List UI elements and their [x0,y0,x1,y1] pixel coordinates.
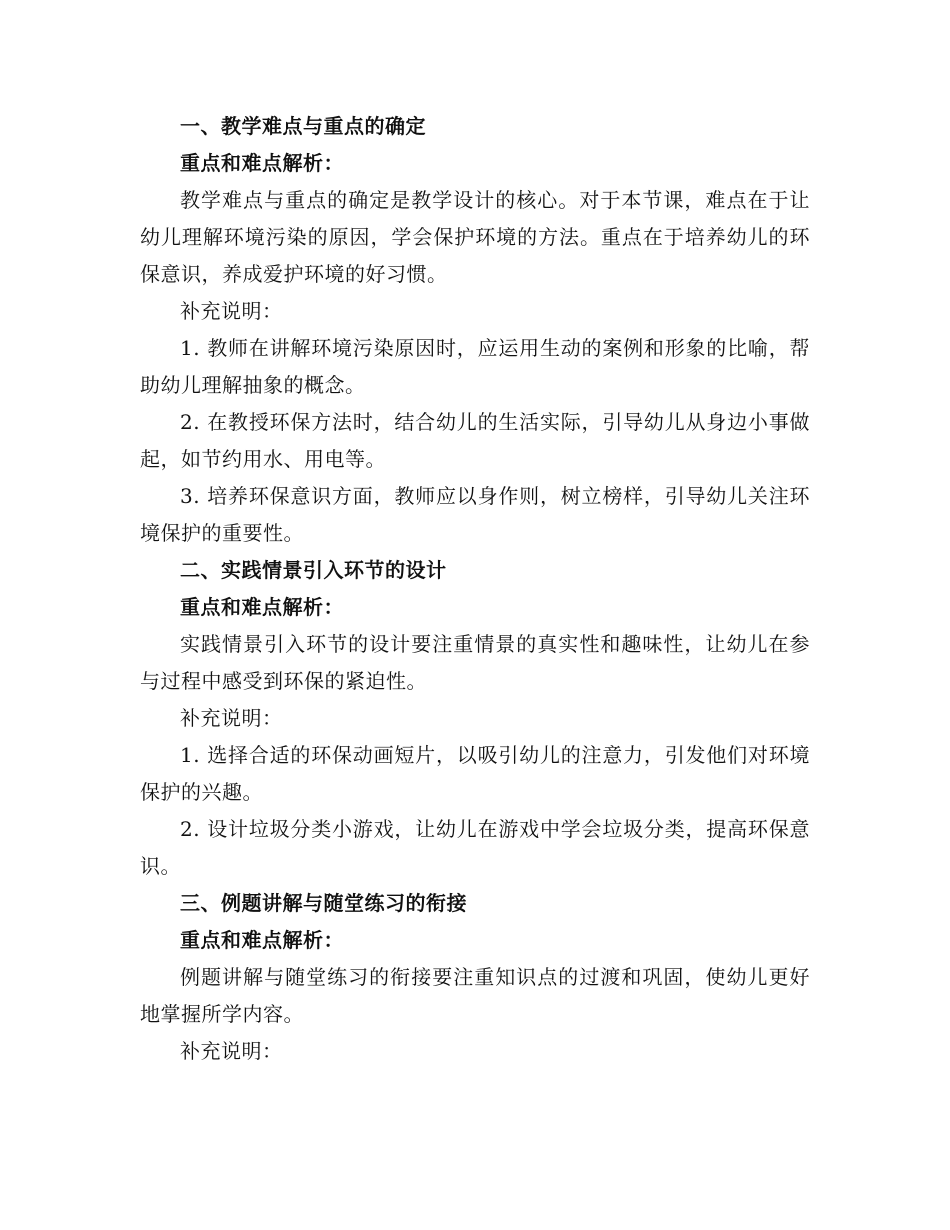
list-item: 3. 培养环保意识方面，教师应以身作则，树立榜样，引导幼儿关注环境保护的重要性。 [140,484,810,545]
supplement-label: 补充说明： [180,299,283,323]
section-heading: 三、例题讲解与随堂练习的衔接 [180,891,467,915]
analysis-label: 重点和难点解析： [180,151,344,175]
analysis-paragraph: 例题讲解与随堂练习的衔接要注重知识点的过渡和巩固，使幼儿更好地掌握所学内容。 [140,965,810,1026]
list-item: 2. 设计垃圾分类小游戏，让幼儿在游戏中学会垃圾分类，提高环保意识。 [140,817,810,878]
list-item: 1. 选择合适的环保动画短片，以吸引幼儿的注意力，引发他们对环境保护的兴趣。 [140,743,810,804]
list-item: 1. 教师在讲解环境污染原因时，应运用生动的案例和形象的比喻，帮助幼儿理解抽象的概念。 [140,336,810,397]
analysis-paragraph: 教学难点与重点的确定是教学设计的核心。对于本节课，难点在于让幼儿理解环境污染的原因，学会保护环境的方法。重点在于培养幼儿的环保意识，养成爱护环境的好习惯。 [140,188,810,286]
analysis-label: 重点和难点解析： [180,595,344,619]
document-body [140,108,810,1070]
list-item: 2. 在教授环保方法时，结合幼儿的生活实际，引导幼儿从身边小事做起，如节约用水、用电等。 [140,410,810,471]
analysis-label: 重点和难点解析： [180,928,344,952]
section-heading: 二、实践情景引入环节的设计 [180,558,447,582]
supplement-label: 补充说明： [180,706,283,730]
section-heading: 一、教学难点与重点的确定 [180,114,426,138]
analysis-paragraph: 实践情景引入环节的设计要注重情景的真实性和趣味性，让幼儿在参与过程中感受到环保的紧迫性。 [140,632,810,693]
supplement-label: 补充说明： [180,1039,283,1063]
